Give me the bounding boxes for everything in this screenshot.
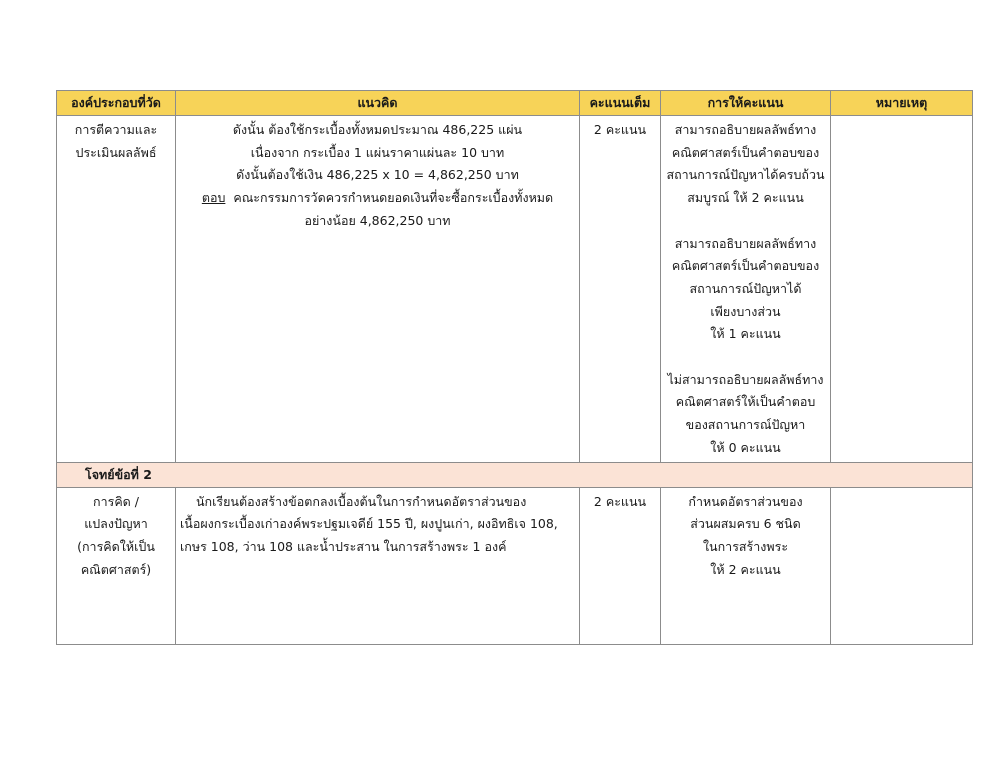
concept-line: เกษร 108, ว่าน 108 และน้ำประสาน ในการสร้างพระ 1 องค์: [180, 538, 507, 554]
scoring-line: ให้ 2 คะแนน: [710, 561, 781, 577]
header-remark: หมายเหตุ: [831, 91, 973, 116]
concept-line: ดังนั้น ต้องใช้กระเบื้องทั้งหมดประมาณ 486,225 แผ่น: [232, 122, 523, 137]
remark-cell: [831, 487, 973, 644]
header-component: องค์ประกอบที่วัด: [57, 91, 176, 116]
scoring-line: คณิตศาสตร์เป็นคำตอบของ: [671, 258, 820, 274]
scoring-line: สามารถอธิบายผลลัพธ์ทาง: [674, 122, 817, 137]
component-cell: [57, 116, 176, 463]
component-cell: [57, 487, 176, 644]
rubric-table: [56, 90, 973, 645]
component-line: การตีความและ: [74, 122, 158, 137]
section-title: โจทย์ข้อที่ 2: [57, 462, 973, 487]
table-row: [57, 487, 973, 644]
scoring-line: ในการสร้างพระ: [702, 538, 789, 554]
answer-label: ตอบ: [201, 190, 226, 206]
component-line: คณิตศาสตร์): [80, 561, 152, 577]
header-scoring: การให้คะแนน: [661, 91, 831, 116]
scoring-line: ของสถานการณ์ปัญหา: [685, 417, 806, 433]
scoring-line: สถานการณ์ปัญหาได้: [689, 280, 802, 296]
section-row: [57, 462, 973, 487]
scoring-line: เพียงบางส่วน: [710, 303, 781, 319]
component-line: (การคิดให้เป็น: [77, 538, 155, 554]
component-line: แปลงปัญหา: [84, 516, 148, 532]
header-full-score: คะแนนเต็ม: [580, 91, 661, 116]
component-line: การคิด /: [93, 493, 139, 509]
concept-line: เนื่องจาก กระเบื้อง 1 แผ่นราคาแผ่นละ 10 บาท: [250, 144, 505, 160]
concept-cell: [176, 487, 580, 644]
answer-continued: อย่างน้อย 4,862,250 บาท: [304, 212, 451, 228]
answer-line: [180, 187, 575, 210]
remark-cell: [831, 116, 973, 463]
full-score-cell: [580, 116, 661, 463]
concept-line: ดังนั้นต้องใช้เงิน 486,225 x 10 = 4,862,250 บาท: [236, 167, 519, 183]
scoring-line: กำหนดอัตราส่วนของ: [688, 493, 803, 509]
scoring-line: สมบูรณ์ ให้ 2 คะแนน: [687, 190, 804, 206]
full-score: 2 คะแนน: [593, 493, 647, 509]
scoring-line: คณิตศาสตร์เป็นคำตอบของ: [671, 144, 820, 160]
scoring-line: ส่วนผสมครบ 6 ชนิด: [690, 516, 801, 532]
scoring-line: ให้ 1 คะแนน: [710, 326, 781, 342]
scoring-line: ไม่สามารถอธิบายผลลัพธ์ทาง: [667, 371, 824, 387]
answer-text: คณะกรรมการวัดควรกำหนดยอดเงินที่จะซื้อกระเบื้องทั้งหมด: [233, 190, 554, 206]
header-concept: แนวคิด: [176, 91, 580, 116]
component-line: ประเมินผลลัพธ์: [75, 144, 157, 160]
scoring-line: สามารถอธิบายผลลัพธ์ทาง: [674, 235, 817, 251]
scoring-line: สถานการณ์ปัญหาได้ครบถ้วน: [666, 167, 825, 183]
scoring-line: ให้ 0 คะแนน: [710, 439, 781, 455]
table-row: [57, 116, 973, 463]
concept-line: นักเรียนต้องสร้างข้อตกลงเบื้องต้นในการกำหนดอัตราส่วนของ: [196, 493, 527, 509]
full-score: 2 คะแนน: [593, 122, 647, 137]
concept-cell: [176, 116, 580, 463]
scoring-cell: [661, 487, 831, 644]
scoring-line: คณิตศาสตร์ให้เป็นคำตอบ: [675, 394, 816, 410]
header-row: [57, 91, 973, 116]
full-score-cell: [580, 487, 661, 644]
concept-line: เนื้อผงกระเบื้องเก่าองค์พระปฐมเจดีย์ 155 ปี, ผงปูนเก่า, ผงอิทธิเจ 108,: [180, 516, 558, 532]
scoring-cell: [661, 116, 831, 463]
